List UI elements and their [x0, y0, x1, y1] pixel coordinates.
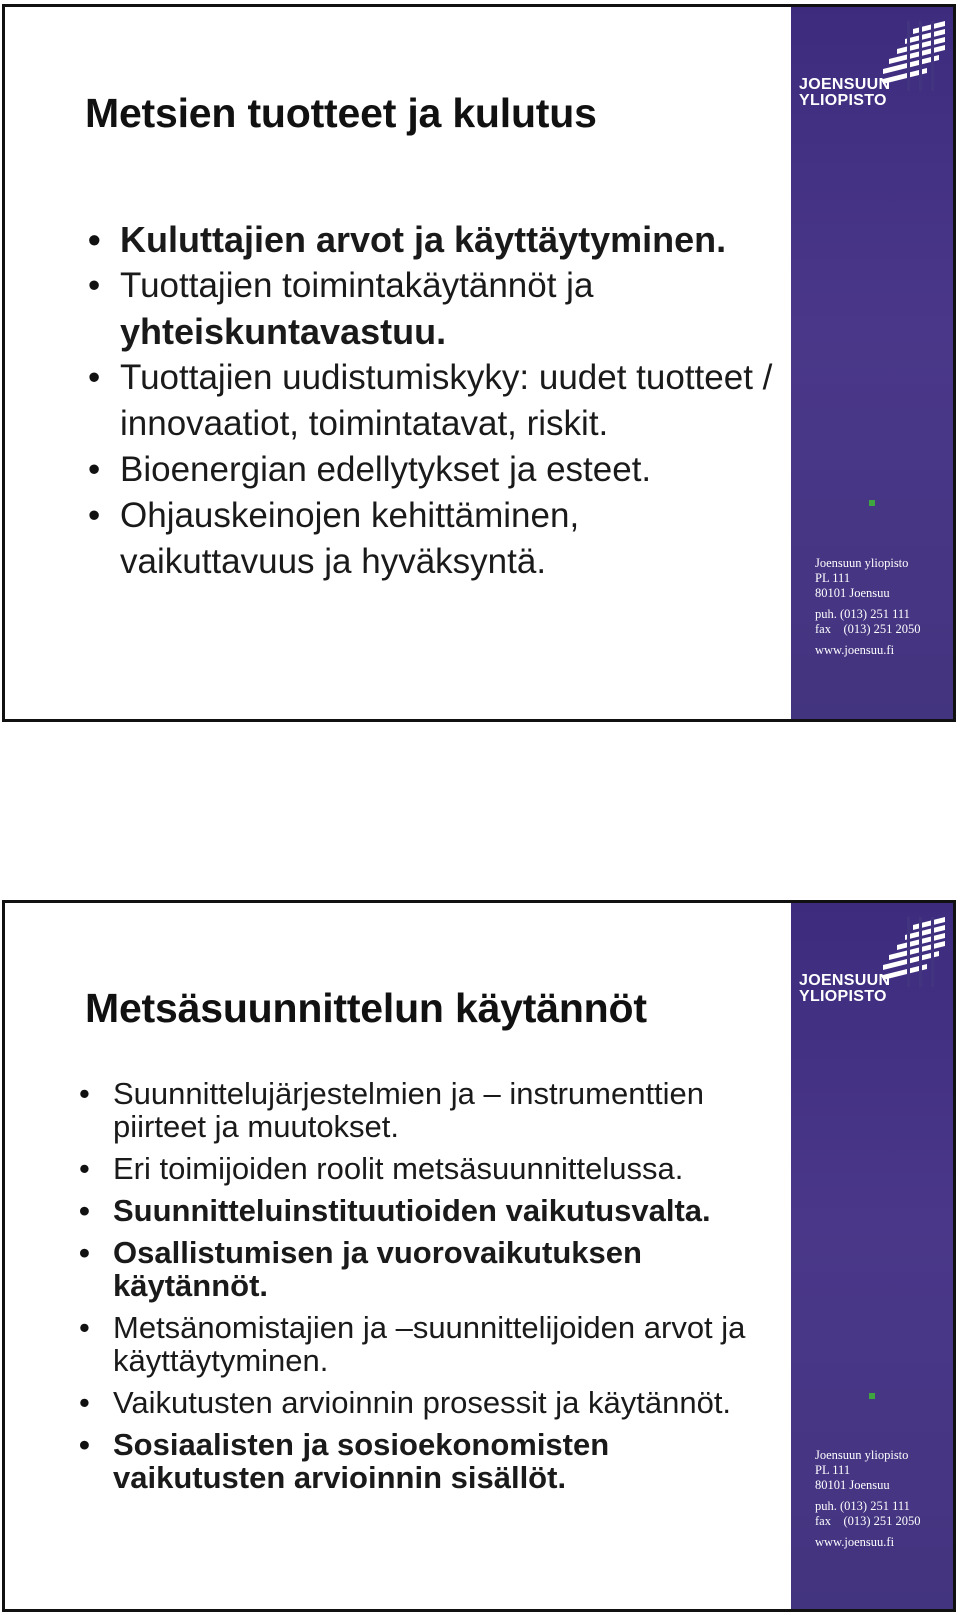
bullet-item: • Kuluttajien arvot ja käyttäytyminen. [120, 217, 780, 263]
bullet-item: • Sosiaalisten ja sosioekonomisten vaikutusten arvioinnin sisällöt. [113, 1428, 773, 1494]
university-logo-icon [883, 21, 949, 91]
university-logo-text [799, 77, 890, 109]
slide-title: Metsien tuotteet ja kulutus [85, 90, 597, 136]
bullet-item: • Metsänomistajien ja –suunnittelijoiden arvot ja käyttäytyminen. [113, 1311, 773, 1377]
contact-fax: fax (013) 251 2050 [815, 1514, 921, 1528]
bullet-item: • Osallistumisen ja vuorovaikutuksen käytännöt. [113, 1236, 773, 1302]
slide-content [5, 903, 795, 1609]
university-sidebar [791, 903, 953, 1609]
contact-po-box: PL 111 [815, 571, 851, 585]
logo-line-1: JOENSUUN [799, 76, 891, 93]
contact-web[interactable]: www.joensuu.fi [815, 643, 895, 657]
university-logo-icon [883, 917, 949, 987]
bullet-item: • Bioenergian edellytykset ja esteet. [120, 447, 780, 493]
bullet-list [113, 1077, 773, 1503]
university-sidebar [791, 7, 953, 719]
logo-line-2: YLIOPISTO [799, 92, 887, 109]
contact-web[interactable]: www.joensuu.fi [815, 1535, 895, 1549]
bullet-list [120, 217, 780, 585]
accent-dot [869, 1393, 875, 1399]
contact-po-box: PL 111 [815, 1463, 851, 1477]
slide-content [5, 7, 795, 719]
contact-name: Joensuun yliopisto [815, 556, 909, 570]
bullet-item: • Vaikutusten arvioinnin prosessit ja käytännöt. [113, 1386, 773, 1419]
bullet-item: • Tuottajien uudistumiskyky: uudet tuotteet / innovaatiot, toimintatavat, riskit. [120, 355, 780, 447]
contact-block [815, 556, 921, 658]
bullet-item: • Eri toimijoiden roolit metsäsuunnittelussa. [113, 1152, 773, 1185]
logo-line-1: JOENSUUN [799, 972, 891, 989]
slide-title: Metsäsuunnittelun käytännöt [85, 985, 647, 1031]
contact-block [815, 1448, 921, 1550]
slide-1 [2, 4, 956, 722]
contact-city: 80101 Joensuu [815, 586, 890, 600]
bullet-item: • Suunnitteluinstituutioiden vaikutusvalta. [113, 1194, 773, 1227]
accent-dot [869, 500, 875, 506]
bullet-item: • Ohjauskeinojen kehittäminen, vaikuttavuus ja hyväksyntä. [120, 493, 780, 585]
bullet-item: • Suunnittelujärjestelmien ja – instrumenttien piirteet ja muutokset. [113, 1077, 773, 1143]
contact-fax: fax (013) 251 2050 [815, 622, 921, 636]
university-logo-text [799, 973, 890, 1005]
contact-phone: puh. (013) 251 111 [815, 607, 910, 621]
logo-line-2: YLIOPISTO [799, 988, 887, 1005]
slide-2 [2, 900, 956, 1612]
bullet-item: • Tuottajien toimintakäytännöt ja [120, 263, 780, 309]
contact-name: Joensuun yliopisto [815, 1448, 909, 1462]
contact-city: 80101 Joensuu [815, 1478, 890, 1492]
contact-phone: puh. (013) 251 111 [815, 1499, 910, 1513]
bullet-item-continued: yhteiskuntavastuu. [120, 311, 447, 352]
